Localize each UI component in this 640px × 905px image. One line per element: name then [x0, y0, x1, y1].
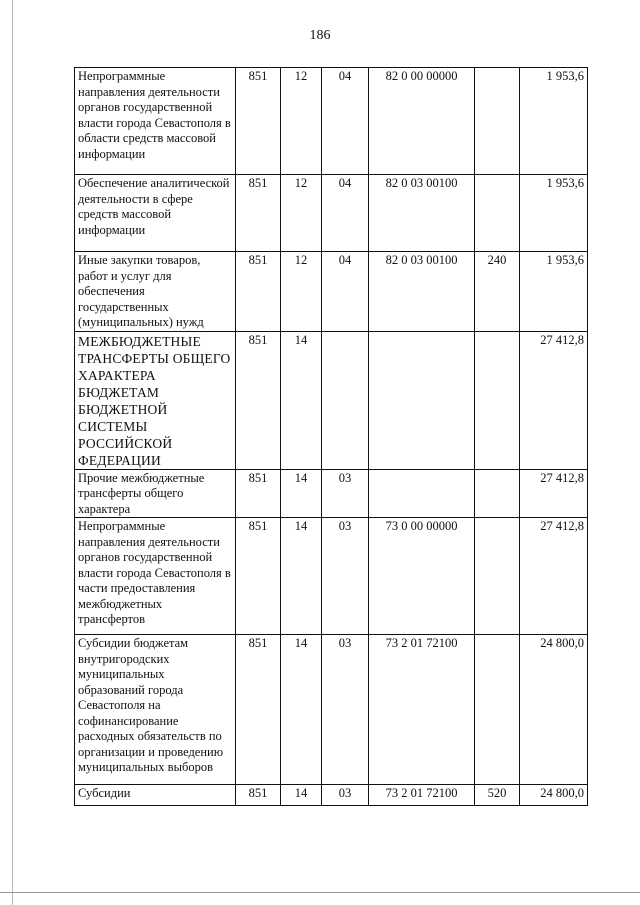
row-name-cell: Непрограммные направления деятельности органов государственной власти города Севастополя в части предоставления межбюджетных трансфертов — [75, 518, 236, 635]
budget-table — [74, 67, 588, 806]
amount-cell: 27 412,8 — [520, 518, 588, 635]
scan-bottom-edge — [0, 892, 640, 893]
expense-type-cell — [475, 175, 520, 252]
ministry-code-cell: 851 — [236, 469, 281, 518]
subsection-code-cell: 03 — [322, 635, 369, 785]
subsection-code-cell: 03 — [322, 518, 369, 635]
expense-type-cell — [475, 635, 520, 785]
expense-type-cell — [475, 469, 520, 518]
amount-cell: 1 953,6 — [520, 252, 588, 332]
table-row — [75, 175, 588, 252]
ministry-code-cell: 851 — [236, 331, 281, 469]
section-code-cell: 14 — [281, 469, 322, 518]
ministry-code-cell: 851 — [236, 518, 281, 635]
table-row — [75, 785, 588, 806]
section-code-cell: 12 — [281, 175, 322, 252]
table-row — [75, 252, 588, 332]
section-code-cell: 14 — [281, 518, 322, 635]
expense-type-cell — [475, 68, 520, 175]
ministry-code-cell: 851 — [236, 252, 281, 332]
subsection-code-cell: 04 — [322, 175, 369, 252]
subsection-code-cell: 03 — [322, 785, 369, 806]
target-article-cell: 82 0 03 00100 — [369, 252, 475, 332]
target-article-cell: 73 0 00 00000 — [369, 518, 475, 635]
row-name-cell: Обеспечение аналитической деятельности в сфере средств массовой информации — [75, 175, 236, 252]
table-row — [75, 469, 588, 518]
target-article-cell: 73 2 01 72100 — [369, 785, 475, 806]
amount-cell: 27 412,8 — [520, 331, 588, 469]
table-row — [75, 68, 588, 175]
page-number: 186 — [309, 28, 331, 43]
expense-type-cell — [475, 331, 520, 469]
row-name-cell: Непрограммные направления деятельности органов государственной власти города Севастополя в области средств массовой информации — [75, 68, 236, 175]
subsection-code-cell — [322, 331, 369, 469]
ministry-code-cell: 851 — [236, 175, 281, 252]
target-article-cell: 82 0 03 00100 — [369, 175, 475, 252]
amount-cell: 24 800,0 — [520, 635, 588, 785]
ministry-code-cell: 851 — [236, 785, 281, 806]
scan-left-edge — [12, 0, 13, 905]
amount-cell: 1 953,6 — [520, 68, 588, 175]
table-row — [75, 635, 588, 785]
table-row — [75, 331, 588, 469]
target-article-cell: 73 2 01 72100 — [369, 635, 475, 785]
subsection-code-cell: 04 — [322, 68, 369, 175]
target-article-cell — [369, 331, 475, 469]
expense-type-cell: 520 — [475, 785, 520, 806]
section-code-cell: 12 — [281, 68, 322, 175]
table-row — [75, 518, 588, 635]
ministry-code-cell: 851 — [236, 68, 281, 175]
section-code-cell: 14 — [281, 635, 322, 785]
row-name-cell: МЕЖБЮДЖЕТНЫЕ ТРАНСФЕРТЫ ОБЩЕГО ХАРАКТЕРА БЮДЖЕТАМ БЮДЖЕТНОЙ СИСТЕМЫ РОССИЙСКОЙ ФЕДЕРАЦИИ — [75, 331, 236, 469]
expense-type-cell: 240 — [475, 252, 520, 332]
section-code-cell: 14 — [281, 785, 322, 806]
row-name-cell: Субсидии бюджетам внутригородских муниципальных образований города Севастополя на софинансирование расходных обязательств по организации и проведению муниципальных выборов — [75, 635, 236, 785]
subsection-code-cell: 04 — [322, 252, 369, 332]
expense-type-cell — [475, 518, 520, 635]
row-name-cell: Иные закупки товаров, работ и услуг для обеспечения государственных (муниципальных) нужд — [75, 252, 236, 332]
section-code-cell: 12 — [281, 252, 322, 332]
row-name-cell: Субсидии — [75, 785, 236, 806]
target-article-cell: 82 0 00 00000 — [369, 68, 475, 175]
amount-cell: 24 800,0 — [520, 785, 588, 806]
section-code-cell: 14 — [281, 331, 322, 469]
amount-cell: 27 412,8 — [520, 469, 588, 518]
row-name-cell: Прочие межбюджетные трансферты общего характера — [75, 469, 236, 518]
target-article-cell — [369, 469, 475, 518]
ministry-code-cell: 851 — [236, 635, 281, 785]
subsection-code-cell: 03 — [322, 469, 369, 518]
amount-cell: 1 953,6 — [520, 175, 588, 252]
